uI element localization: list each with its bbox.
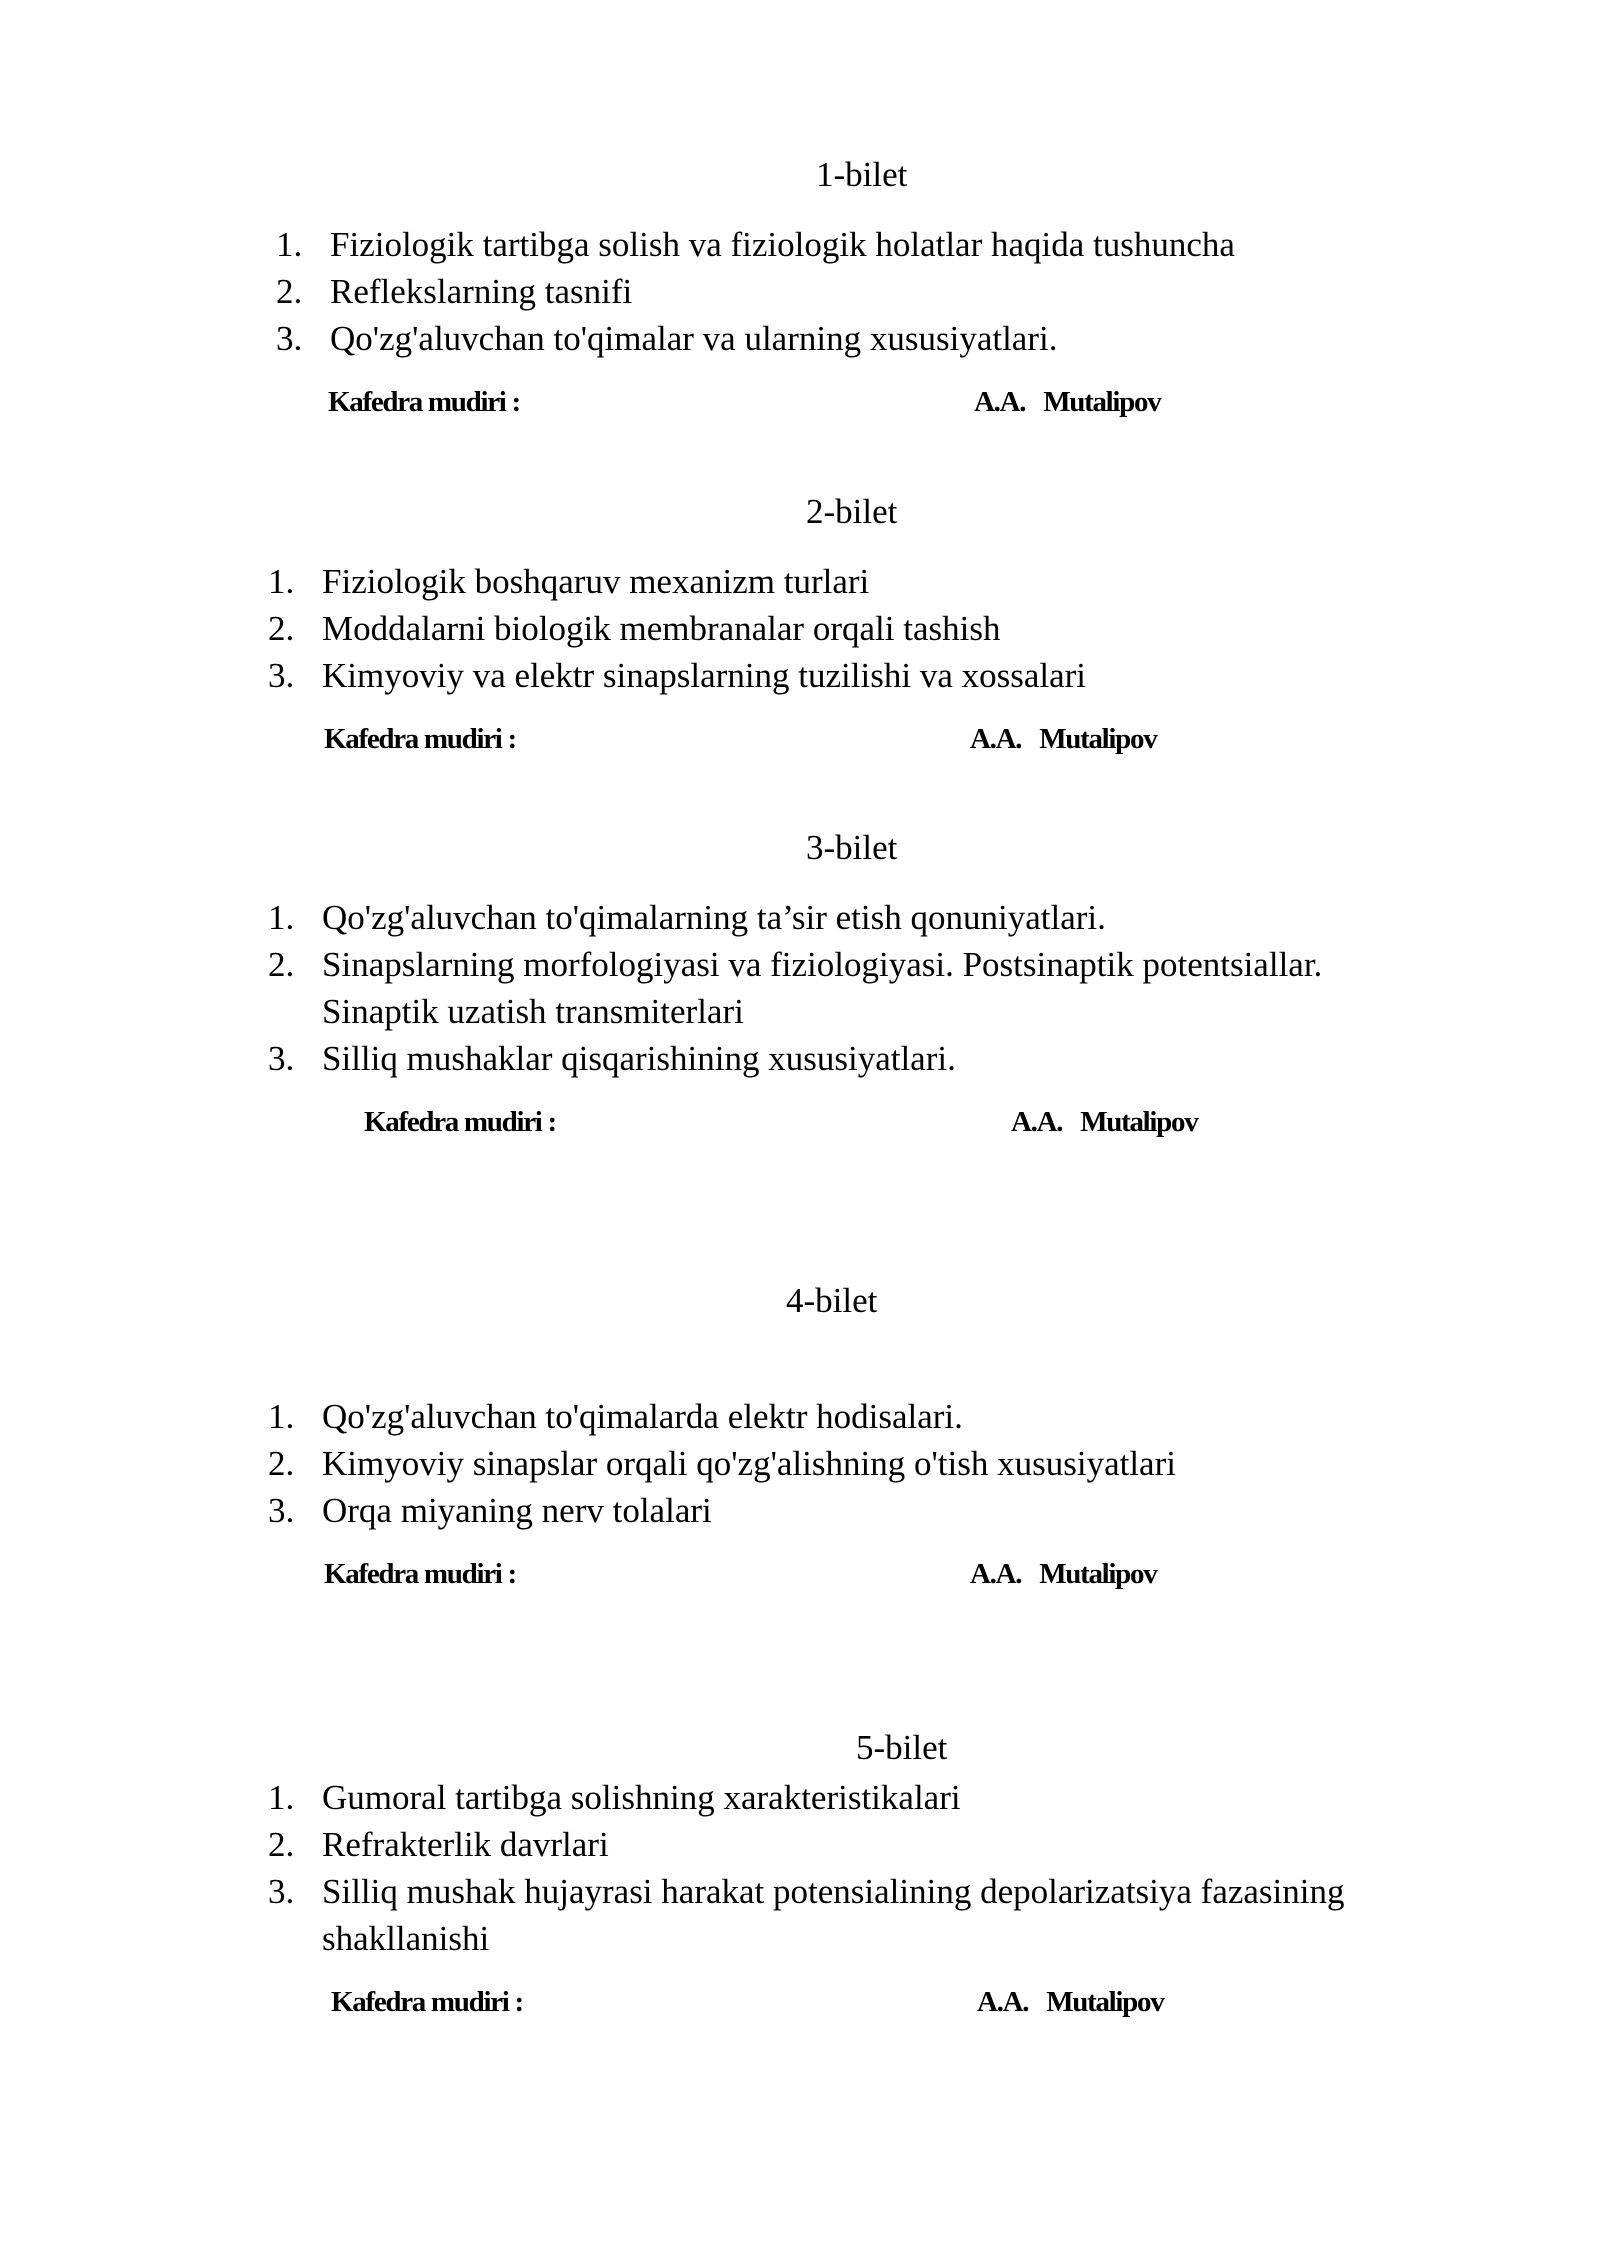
signature-initials: A.A. (970, 1558, 1022, 1590)
list-item (268, 1487, 1468, 1534)
question-number: 3. (268, 1039, 295, 1078)
question-number: 2. (268, 945, 295, 984)
signature-name (977, 1985, 1163, 2019)
question-number: 2. (276, 272, 303, 311)
question-text: Kimyoviy va elektr sinapslarning tuzilishi va xossalari (322, 656, 1087, 695)
signature-surname: Mutalipov (1039, 1558, 1157, 1590)
list-item (268, 605, 1468, 652)
question-text: Kimyoviy sinapslar orqali qo'zg'alishning o'tish xususiyatlari (322, 1444, 1176, 1483)
signature-initials: A.A. (970, 723, 1022, 755)
question-list (276, 221, 1476, 362)
list-item (268, 652, 1468, 699)
signature-label: Kafedra mudiri : (324, 723, 516, 755)
question-list (268, 1393, 1468, 1534)
signature-name (974, 385, 1160, 419)
signature-name (970, 722, 1156, 756)
list-item (268, 1868, 1448, 1962)
ticket-title: 5-bilet (856, 1728, 948, 1767)
signature-surname: Mutalipov (1043, 386, 1161, 418)
signature-label: Kafedra mudiri : (364, 1106, 556, 1138)
signature-initials: A.A. (977, 1986, 1029, 2018)
question-text: Orqa miyaning nerv tolalari (322, 1491, 712, 1530)
ticket-title: 2-bilet (806, 492, 898, 531)
question-text: Fiziologik tartibga solish va fiziologik holatlar haqida tushuncha (330, 225, 1235, 264)
question-text: Silliq mushak hujayrasi harakat potensialining depolarizatsiya fazasining shakllanishi (322, 1872, 1345, 1958)
question-number: 1. (268, 562, 295, 601)
ticket-title: 4-bilet (786, 1281, 878, 1320)
signature-initials: A.A. (1011, 1106, 1063, 1138)
question-text: Moddalarni biologik membranalar orqali tashish (322, 609, 1001, 648)
ticket-title: 1-bilet (816, 155, 908, 194)
question-list (268, 1774, 1448, 1962)
list-item (268, 1393, 1468, 1440)
question-list (268, 894, 1428, 1082)
question-number: 2. (268, 1444, 295, 1483)
signature-surname: Mutalipov (1046, 1986, 1164, 2018)
list-item (268, 941, 1428, 1035)
question-text: Qo'zg'aluvchan to'qimalarning ta’sir etish qonuniyatlari. (322, 898, 1106, 937)
list-item (276, 315, 1476, 362)
signature-surname: Mutalipov (1039, 723, 1157, 755)
signature-label: Kafedra mudiri : (328, 386, 520, 418)
list-item (268, 894, 1428, 941)
list-item (276, 221, 1476, 268)
question-number: 1. (268, 898, 295, 937)
question-number: 1. (268, 1778, 295, 1817)
list-item (268, 1035, 1428, 1082)
ticket-title: 3-bilet (806, 828, 898, 867)
signature-name (970, 1557, 1156, 1591)
question-number: 3. (268, 1872, 295, 1911)
question-number: 2. (268, 1825, 295, 1864)
list-item (268, 1774, 1448, 1821)
question-text: Qo'zg'aluvchan to'qimalarda elektr hodisalari. (322, 1397, 963, 1436)
question-number: 3. (268, 1491, 295, 1530)
question-text: Reflekslarning tasnifi (330, 272, 633, 311)
signature-surname: Mutalipov (1080, 1106, 1198, 1138)
question-text: Sinapslarning morfologiyasi va fiziologiyasi. Postsinaptik potentsiallar. Sinaptik uzatish transmiterlari (322, 945, 1323, 1031)
question-text: Fiziologik boshqaruv mexanizm turlari (322, 562, 870, 601)
signature-label: Kafedra mudiri : (324, 1558, 516, 1590)
question-list (268, 558, 1468, 699)
list-item (268, 558, 1468, 605)
question-number: 2. (268, 609, 295, 648)
question-number: 3. (268, 656, 295, 695)
question-text: Refrakterlik davrlari (322, 1825, 609, 1864)
list-item (276, 268, 1476, 315)
question-text: Silliq mushaklar qisqarishining xususiyatlari. (322, 1039, 956, 1078)
question-text: Qo'zg'aluvchan to'qimalar va ularning xususiyatlari. (330, 319, 1058, 358)
question-number: 1. (276, 225, 303, 264)
list-item (268, 1821, 1448, 1868)
signature-label: Kafedra mudiri : (331, 1986, 523, 2018)
list-item (268, 1440, 1468, 1487)
signature-name (1011, 1105, 1197, 1139)
question-number: 1. (268, 1397, 295, 1436)
question-number: 3. (276, 319, 303, 358)
question-text: Gumoral tartibga solishning xarakteristikalari (322, 1778, 961, 1817)
signature-initials: A.A. (974, 386, 1026, 418)
